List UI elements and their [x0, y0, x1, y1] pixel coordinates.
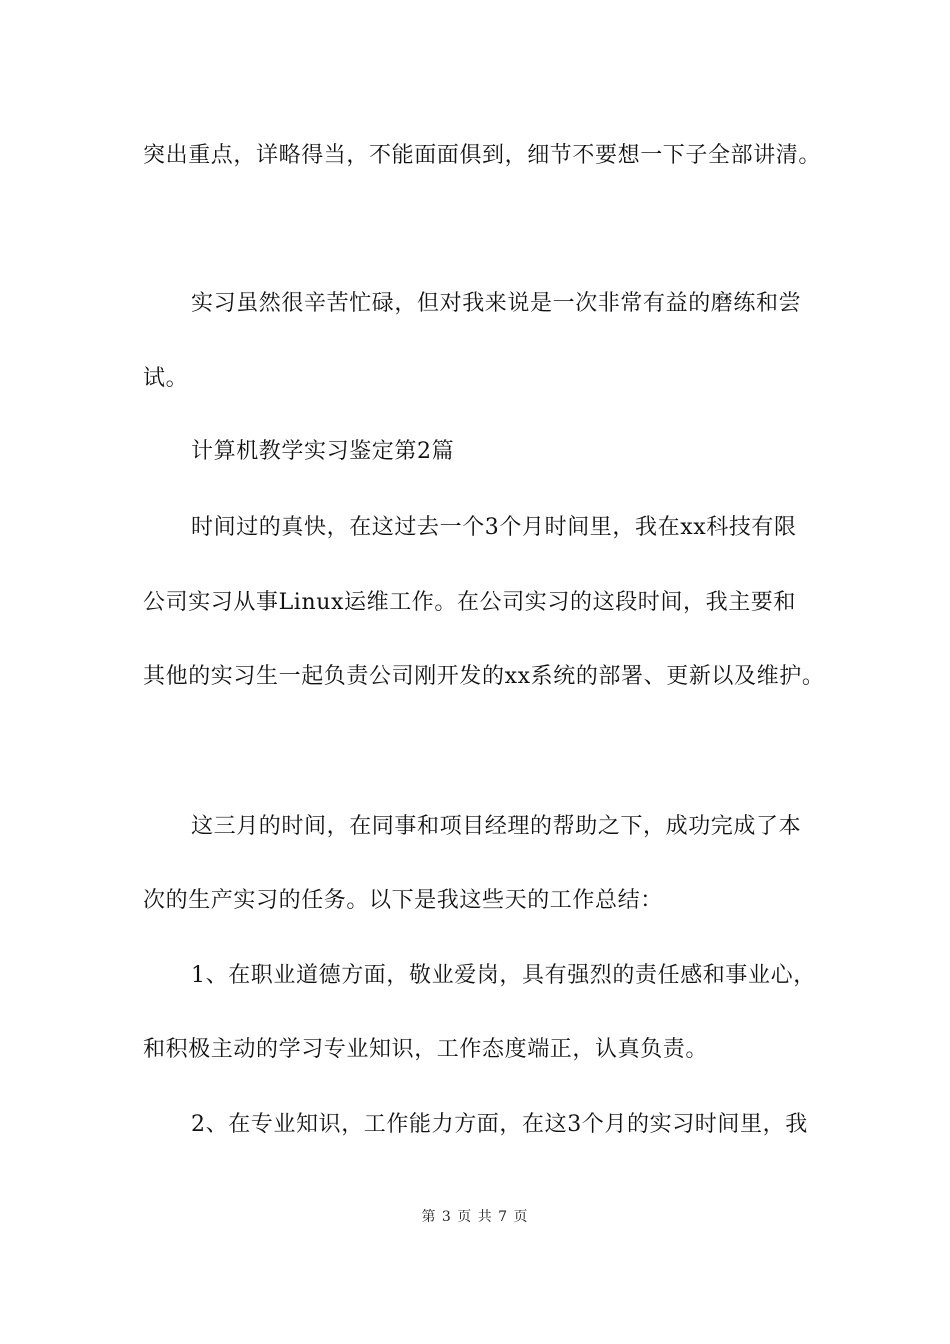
paragraph-line: 公司实习从事Linux运维工作。在公司实习的这段时间，我主要和 — [143, 590, 796, 615]
paragraph-line: 突出重点，详略得当，不能面面俱到，细节不要想一下子全部讲清。 — [143, 143, 822, 168]
paragraph-line: 1、在职业道德方面，敬业爱岗，具有强烈的责任感和事业心， — [191, 963, 816, 988]
section-heading: 计算机教学实习鉴定第2篇 — [191, 439, 455, 464]
paragraph-line: 时间过的真快，在这过去一个3个月时间里，我在xx科技有限 — [191, 515, 797, 540]
paragraph-line: 实习虽然很辛苦忙碌，但对我来说是一次非常有益的磨练和尝 — [191, 291, 802, 316]
paragraph-line: 其他的实习生一起负责公司刚开发的xx系统的部署、更新以及维护。 — [143, 664, 825, 689]
paragraph-line: 2、在专业知识，工作能力方面，在这3个月的实习时间里，我 — [191, 1112, 808, 1137]
page-number-footer: 第 3 页 共 7 页 — [421, 1209, 529, 1225]
paragraph-line: 和积极主动的学习专业知识，工作态度端正，认真负责。 — [143, 1037, 709, 1062]
paragraph-line: 这三月的时间，在同事和项目经理的帮助之下，成功完成了本 — [191, 814, 802, 839]
paragraph-line: 试。 — [143, 366, 189, 391]
paragraph-line: 次的生产实习的任务。以下是我这些天的工作总结： — [143, 888, 663, 913]
